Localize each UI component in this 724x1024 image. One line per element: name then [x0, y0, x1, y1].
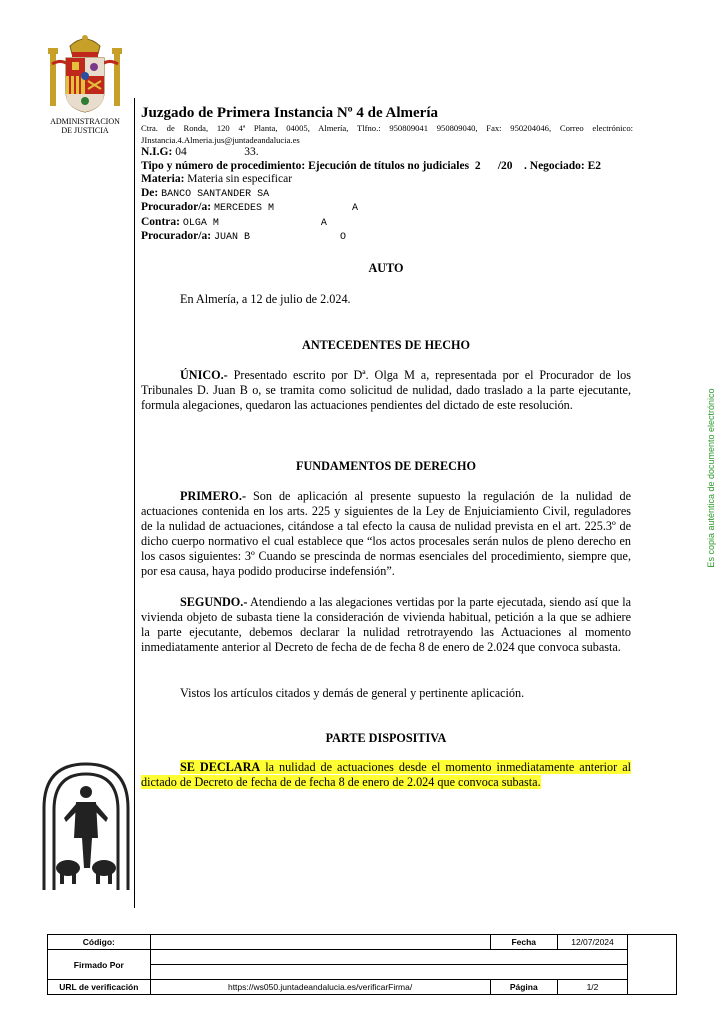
- fecha-value: 12/07/2024: [557, 935, 627, 950]
- primero-paragraph: PRIMERO.- Son de aplicación al presente supuesto la regulación de la nulidad de actuaciones contenida en los arts. 225 y siguientes de la Ley de Enjuiciamiento Civil, reguladores de la nulidad de actuaciones, citándose a tal efecto la causa de nulidad prevista en el art. 225.3º de dicho cuerpo normativo el cual establece que “los actos procesales serán nulos de pleno derecho en los casos siguientes: 3º Cuando se prescinda de normas esenciales del procedimiento, siempre que, por esa causa, haya podido producirse indefensión”.: [141, 489, 631, 578]
- vistos-paragraph: Vistos los artículos citados y demás de general y pertinente aplicación.: [180, 686, 525, 700]
- document-title: AUTO: [368, 261, 404, 275]
- junta-andalucia-emblem-icon: [38, 758, 134, 890]
- de-value: BANCO SANTANDER SA: [161, 188, 270, 200]
- contra-value: OLGA M A: [182, 217, 327, 229]
- antecedentes-heading: ANTECEDENTES DE HECHO: [302, 338, 470, 352]
- procurador1-value: MERCEDES M A: [213, 203, 358, 214]
- parte-dispositiva-heading: PARTE DISPOSITIVA: [325, 731, 447, 745]
- court-name: Juzgado de Primera Instancia Nº 4 de Almería: [141, 105, 439, 121]
- case-header: Juzgado de Primera Instancia Nº 4 de Almería Ctra. de Ronda, 120 4ª Planta, 04005, Almería, Tlfno.: 950809041 950809040, Fax: 950204046, Correo electrónico: JInstancia.4.Almeria.jus@juntadeandalucia.es N.I.G: 04 33. Tipo y número de procedimiento: Ejecución de títulos no judiciales 2 /20 . Negociado: E2 Materia: Materia sin especificar De: BANCO SANTANDER SA Procurador/a: MERCEDES M A Contra: OLGA M A Procurador/a: JUAN B O: [141, 105, 633, 243]
- fundamentos-heading: FUNDAMENTOS DE DERECHO: [296, 459, 476, 473]
- unico-paragraph: ÚNICO.- Presentado escrito por Dª. Olga M a, representada por el Procurador de los Tribunales D. Juan B o, se tramita como solicitud de nulidad, dado traslado a la parte ejecutante, formula alegaciones, quedaron las actuaciones pendientes del dictado de este resolución.: [141, 368, 631, 412]
- segundo-paragraph: SEGUNDO.- Atendiendo a las alegaciones vertidas por la parte ejecutada, siendo así que la vivienda objeto de subasta tiene la consideración de vivienda habitual, petición a la que se adhiere la parte ejecutante, debemos declarar la nulidad retrotrayendo las Actuaciones al momento inmediatamente anterior al Decreto de fecha de de fecha 8 de enero de 2.024 que convoca subasta.: [141, 595, 631, 654]
- court-address: Ctra. de Ronda, 120 4ª Planta, 04005, Almería, Tlfno.: 950809041 950809040, Fax: 950204046, Correo electrónico: JInstancia.4.Almeria.jus@juntadeandalucia.es: [141, 123, 633, 145]
- procedure-line: Tipo y número de procedimiento: Ejecución de títulos no judiciales 2 /20 . Negociado: E2: [141, 159, 602, 172]
- procurador2-value: JUAN B O: [213, 232, 346, 243]
- materia-value: Materia sin especificar: [187, 173, 293, 185]
- nig-value: 04 33.: [175, 146, 259, 158]
- spain-coat-of-arms-icon: [48, 34, 122, 116]
- margin-rule: [134, 98, 135, 908]
- verification-footer: Código: Fecha 12/07/2024 Firmado Por URL de verificación https://ws050.juntadeandalucia.es/verificarFirma/ Página 1/2: [47, 934, 677, 995]
- verification-url-link[interactable]: https://ws050.juntadeandalucia.es/verificarFirma/: [150, 980, 490, 995]
- authenticity-side-note: Es copia auténtica de documento electrónico: [706, 388, 716, 568]
- org-label: ADMINISTRACION DE JUSTICIA: [50, 117, 120, 135]
- date-line: En Almería, a 12 de julio de 2.024.: [180, 292, 351, 306]
- page-number: 1/2: [557, 980, 627, 995]
- declara-paragraph: SE DECLARA la nulidad de actuaciones desde el momento inmediatamente anterior al dictado de Decreto de fecha de de fecha 8 de enero de 2.024 que convoca subasta.: [141, 760, 631, 789]
- firmado-value: [150, 950, 627, 965]
- codigo-value: [150, 935, 490, 950]
